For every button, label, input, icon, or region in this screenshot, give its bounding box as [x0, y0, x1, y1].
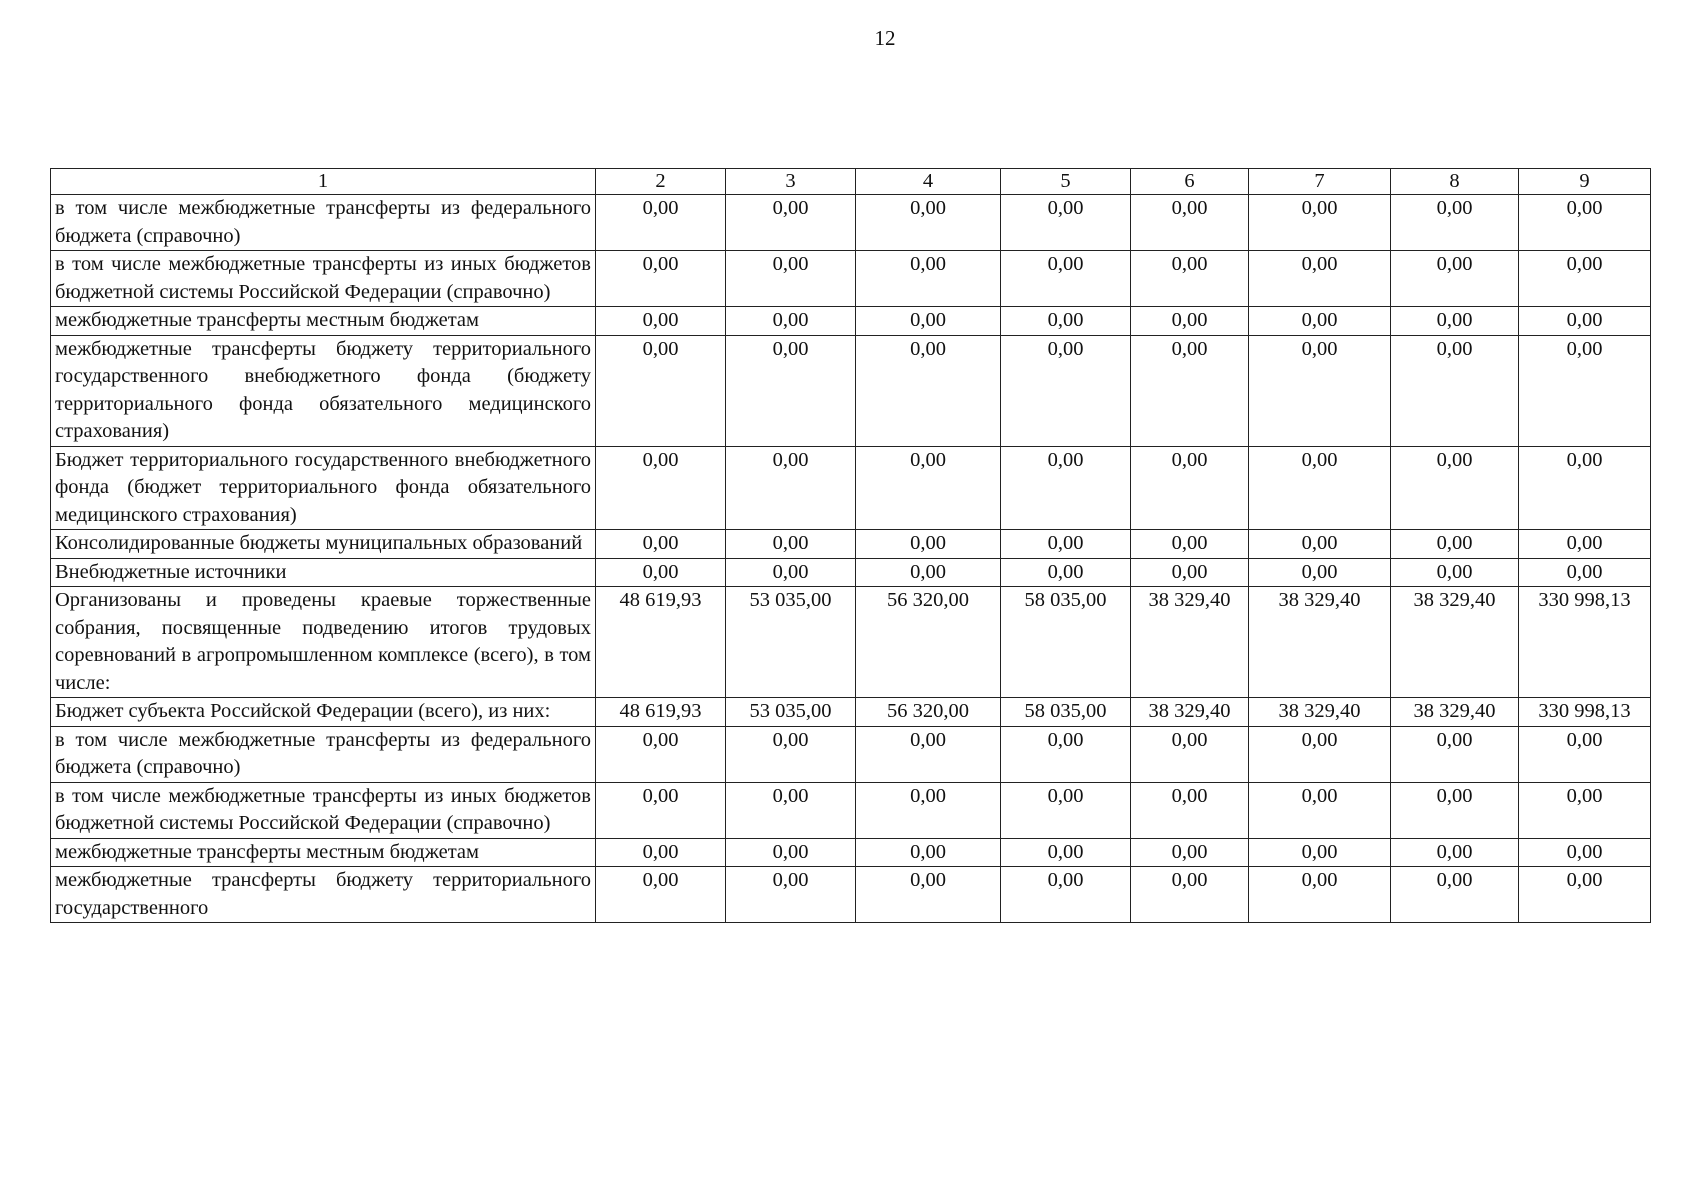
cell-value: 0,00	[1001, 726, 1131, 782]
table-header-row	[51, 169, 1651, 195]
cell-value: 0,00	[596, 838, 726, 867]
cell-value: 0,00	[856, 335, 1001, 446]
row-label: в том числе межбюджетные трансферты из иных бюджетов бюджетной системы Российской Федерации (справочно)	[51, 251, 596, 307]
cell-value: 0,00	[726, 446, 856, 530]
row-label: межбюджетные трансферты бюджету территориального государственного внебюджетного фонда (бюджету территориального фонда обязательного медицинского страхования)	[51, 335, 596, 446]
table-row	[51, 335, 1651, 446]
cell-value: 0,00	[856, 307, 1001, 336]
row-label: Консолидированные бюджеты муниципальных образований	[51, 530, 596, 559]
cell-value: 0,00	[1249, 726, 1391, 782]
column-header: 7	[1249, 169, 1391, 195]
cell-value: 0,00	[1391, 446, 1519, 530]
cell-value: 0,00	[1391, 251, 1519, 307]
column-header: 5	[1001, 169, 1131, 195]
cell-value: 53 035,00	[726, 587, 856, 698]
row-label: Организованы и проведены краевые торжественные собрания, посвященные подведению итогов трудовых соревнований в агропромышленном комплексе (всего), в том числе:	[51, 587, 596, 698]
cell-value: 53 035,00	[726, 698, 856, 727]
cell-value: 38 329,40	[1391, 587, 1519, 698]
cell-value: 0,00	[1519, 251, 1651, 307]
cell-value: 0,00	[1519, 195, 1651, 251]
cell-value: 0,00	[856, 838, 1001, 867]
cell-value: 0,00	[596, 530, 726, 559]
cell-value: 0,00	[1519, 558, 1651, 587]
cell-value: 38 329,40	[1391, 698, 1519, 727]
cell-value: 0,00	[1131, 335, 1249, 446]
cell-value: 0,00	[1519, 307, 1651, 336]
row-label: межбюджетные трансферты местным бюджетам	[51, 838, 596, 867]
table-row	[51, 587, 1651, 698]
cell-value: 0,00	[1391, 867, 1519, 923]
row-label: Внебюджетные источники	[51, 558, 596, 587]
cell-value: 0,00	[1131, 530, 1249, 559]
cell-value: 0,00	[1001, 307, 1131, 336]
cell-value: 0,00	[1519, 782, 1651, 838]
cell-value: 0,00	[856, 867, 1001, 923]
cell-value: 58 035,00	[1001, 587, 1131, 698]
cell-value: 0,00	[1249, 335, 1391, 446]
cell-value: 0,00	[1391, 726, 1519, 782]
cell-value: 0,00	[1391, 558, 1519, 587]
cell-value: 0,00	[856, 446, 1001, 530]
row-label: в том числе межбюджетные трансферты из иных бюджетов бюджетной системы Российской Федерации (справочно)	[51, 782, 596, 838]
cell-value: 0,00	[1249, 530, 1391, 559]
cell-value: 0,00	[1131, 782, 1249, 838]
budget-table	[50, 168, 1651, 923]
cell-value: 38 329,40	[1131, 698, 1249, 727]
row-label: в том числе межбюджетные трансферты из федерального бюджета (справочно)	[51, 195, 596, 251]
cell-value: 0,00	[726, 782, 856, 838]
cell-value: 0,00	[1131, 726, 1249, 782]
cell-value: 0,00	[596, 195, 726, 251]
table-row	[51, 195, 1651, 251]
table-row	[51, 698, 1651, 727]
row-label: межбюджетные трансферты бюджету территориального государственного	[51, 867, 596, 923]
cell-value: 0,00	[726, 558, 856, 587]
cell-value: 0,00	[856, 530, 1001, 559]
table-row	[51, 530, 1651, 559]
cell-value: 0,00	[856, 251, 1001, 307]
cell-value: 48 619,93	[596, 698, 726, 727]
cell-value: 0,00	[596, 446, 726, 530]
cell-value: 0,00	[1249, 251, 1391, 307]
row-label: Бюджет субъекта Российской Федерации (всего), из них:	[51, 698, 596, 727]
cell-value: 0,00	[726, 307, 856, 336]
cell-value: 0,00	[856, 782, 1001, 838]
cell-value: 330 998,13	[1519, 587, 1651, 698]
cell-value: 56 320,00	[856, 587, 1001, 698]
cell-value: 0,00	[1391, 335, 1519, 446]
cell-value: 0,00	[596, 867, 726, 923]
cell-value: 0,00	[1001, 251, 1131, 307]
cell-value: 0,00	[1519, 446, 1651, 530]
cell-value: 0,00	[856, 558, 1001, 587]
page-number: 12	[874, 26, 896, 50]
cell-value: 330 998,13	[1519, 698, 1651, 727]
cell-value: 0,00	[1131, 558, 1249, 587]
table-row	[51, 307, 1651, 336]
cell-value: 0,00	[1131, 446, 1249, 530]
cell-value: 0,00	[1391, 530, 1519, 559]
cell-value: 0,00	[856, 195, 1001, 251]
cell-value: 0,00	[1131, 251, 1249, 307]
cell-value: 0,00	[1001, 838, 1131, 867]
cell-value: 0,00	[1519, 867, 1651, 923]
cell-value: 0,00	[596, 307, 726, 336]
cell-value: 38 329,40	[1249, 587, 1391, 698]
cell-value: 0,00	[1001, 782, 1131, 838]
cell-value: 0,00	[1001, 335, 1131, 446]
cell-value: 0,00	[596, 251, 726, 307]
cell-value: 0,00	[1001, 867, 1131, 923]
column-header: 2	[596, 169, 726, 195]
table-row	[51, 782, 1651, 838]
table-row	[51, 726, 1651, 782]
cell-value: 0,00	[1249, 446, 1391, 530]
table-row	[51, 838, 1651, 867]
cell-value: 0,00	[1131, 195, 1249, 251]
table-row	[51, 251, 1651, 307]
cell-value: 0,00	[1001, 446, 1131, 530]
cell-value: 0,00	[1519, 335, 1651, 446]
cell-value: 0,00	[1249, 307, 1391, 336]
cell-value: 0,00	[1001, 195, 1131, 251]
table-row	[51, 446, 1651, 530]
cell-value: 0,00	[726, 726, 856, 782]
cell-value: 0,00	[1131, 838, 1249, 867]
row-label: в том числе межбюджетные трансферты из федерального бюджета (справочно)	[51, 726, 596, 782]
column-header: 6	[1131, 169, 1249, 195]
cell-value: 0,00	[1391, 838, 1519, 867]
column-header: 3	[726, 169, 856, 195]
table-row	[51, 867, 1651, 923]
cell-value: 0,00	[1249, 782, 1391, 838]
cell-value: 0,00	[856, 726, 1001, 782]
cell-value: 0,00	[1131, 867, 1249, 923]
column-header: 4	[856, 169, 1001, 195]
cell-value: 38 329,40	[1131, 587, 1249, 698]
cell-value: 0,00	[1131, 307, 1249, 336]
cell-value: 48 619,93	[596, 587, 726, 698]
column-header: 9	[1519, 169, 1651, 195]
cell-value: 0,00	[1001, 558, 1131, 587]
cell-value: 0,00	[1391, 307, 1519, 336]
cell-value: 0,00	[1519, 838, 1651, 867]
cell-value: 0,00	[1249, 195, 1391, 251]
row-label: Бюджет территориального государственного внебюджетного фонда (бюджет территориального фонда обязательного медицинского страхования)	[51, 446, 596, 530]
cell-value: 0,00	[1249, 558, 1391, 587]
cell-value: 0,00	[726, 251, 856, 307]
cell-value: 0,00	[1519, 726, 1651, 782]
cell-value: 0,00	[1519, 530, 1651, 559]
cell-value: 0,00	[1249, 867, 1391, 923]
cell-value: 0,00	[596, 558, 726, 587]
cell-value: 0,00	[726, 838, 856, 867]
cell-value: 0,00	[726, 195, 856, 251]
cell-value: 0,00	[1001, 530, 1131, 559]
cell-value: 0,00	[596, 726, 726, 782]
table-row	[51, 558, 1651, 587]
cell-value: 0,00	[726, 335, 856, 446]
row-label: межбюджетные трансферты местным бюджетам	[51, 307, 596, 336]
cell-value: 0,00	[1249, 838, 1391, 867]
cell-value: 0,00	[596, 782, 726, 838]
cell-value: 0,00	[726, 867, 856, 923]
cell-value: 38 329,40	[1249, 698, 1391, 727]
cell-value: 0,00	[726, 530, 856, 559]
cell-value: 0,00	[596, 335, 726, 446]
cell-value: 0,00	[1391, 782, 1519, 838]
cell-value: 58 035,00	[1001, 698, 1131, 727]
column-header: 8	[1391, 169, 1519, 195]
column-header: 1	[51, 169, 596, 195]
cell-value: 56 320,00	[856, 698, 1001, 727]
cell-value: 0,00	[1391, 195, 1519, 251]
